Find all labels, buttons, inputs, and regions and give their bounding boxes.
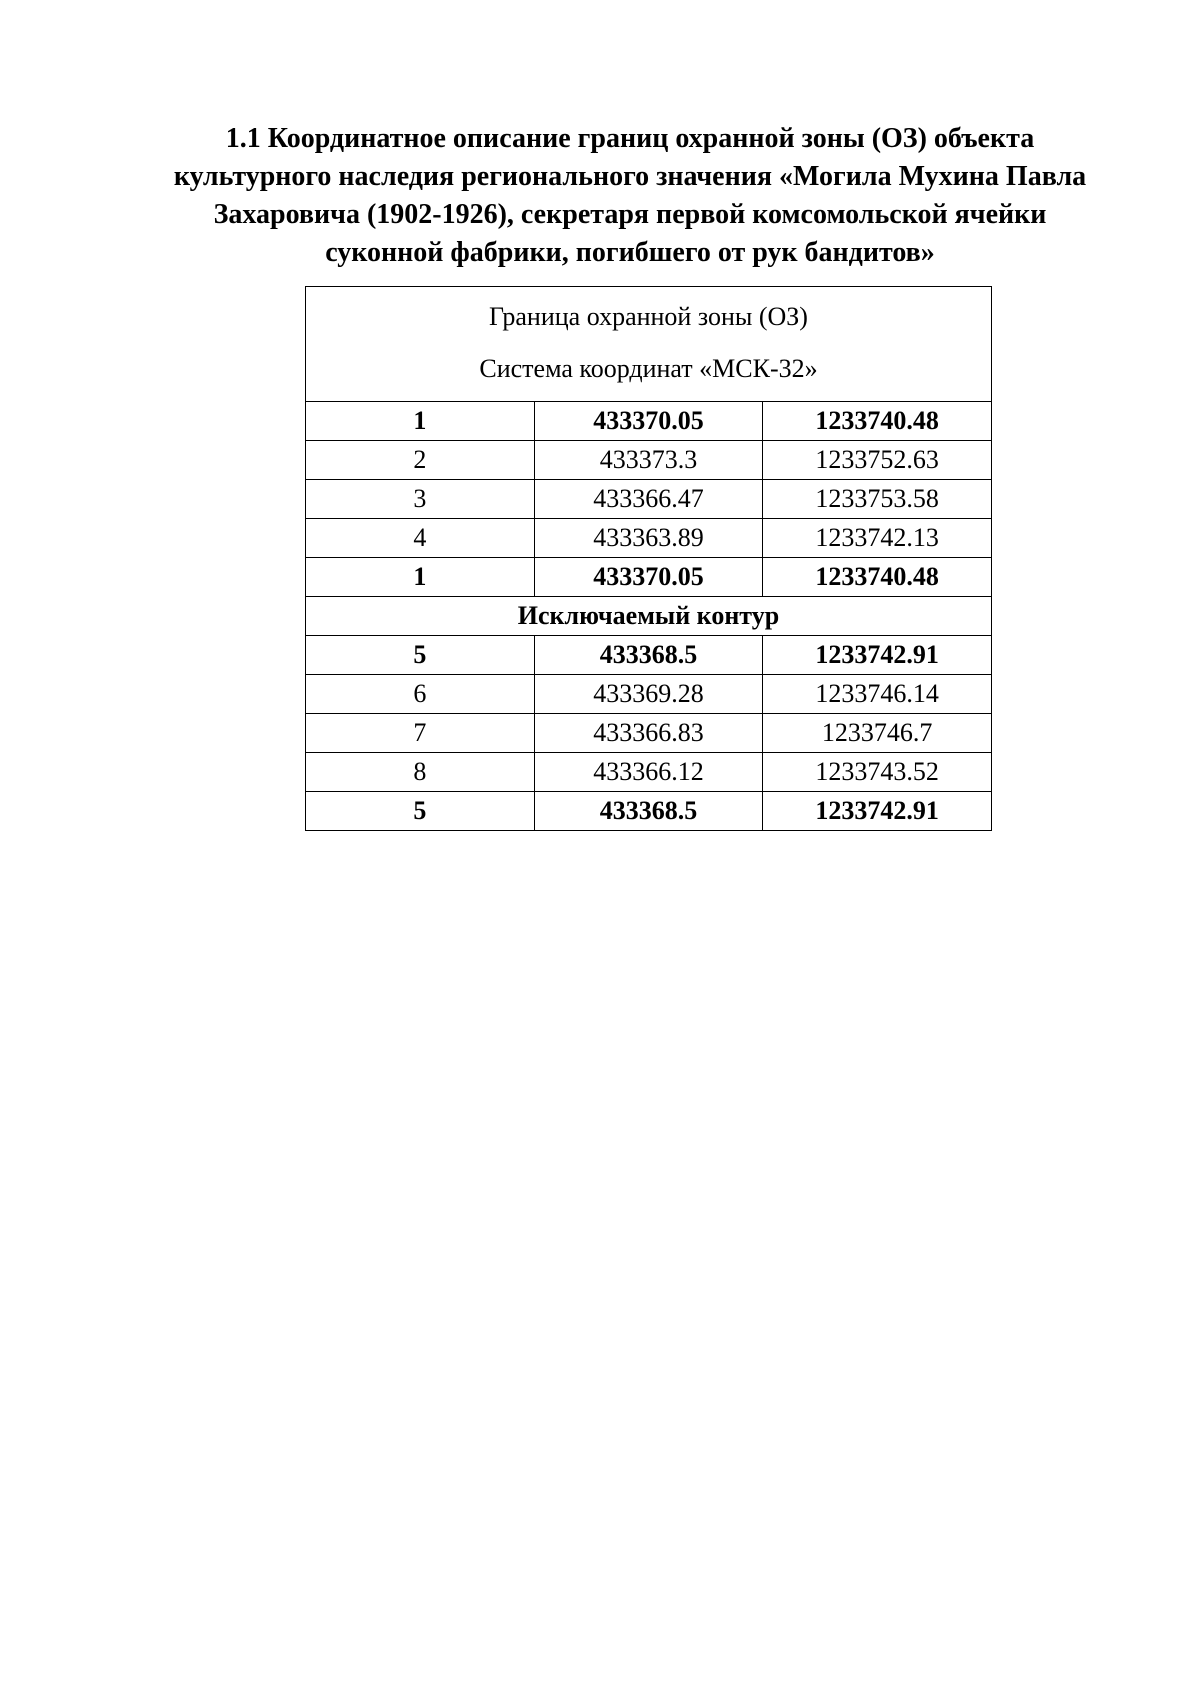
point-number-cell: 3 [306,480,535,519]
table-row [306,636,992,675]
heading-line: суконной фабрики, погибшего от рук бандитов» [325,237,935,268]
y-coordinate-cell: 1233742.91 [763,792,992,831]
table-row [306,402,992,441]
table-row [306,753,992,792]
x-coordinate-cell: 433373.3 [534,441,763,480]
y-coordinate-cell: 1233752.63 [763,441,992,480]
x-coordinate-cell: 433369.28 [534,675,763,714]
coordinates-table [305,286,992,831]
x-coordinate-cell: 433366.83 [534,714,763,753]
y-coordinate-cell: 1233740.48 [763,558,992,597]
y-coordinate-cell: 1233746.14 [763,675,992,714]
heading-line: 1.1 Координатное описание границ охранной зоны (ОЗ) объекта [225,123,1035,154]
x-coordinate-cell: 433363.89 [534,519,763,558]
y-coordinate-cell: 1233742.91 [763,636,992,675]
heading-line: Захаровича (1902-1926), секретаря первой комсомольской ячейки [213,199,1047,230]
table-caption [306,287,992,402]
table-row [306,675,992,714]
table-row [306,714,992,753]
table-row [306,519,992,558]
document-heading [150,120,1110,272]
point-number-cell: 4 [306,519,535,558]
y-coordinate-cell: 1233742.13 [763,519,992,558]
x-coordinate-cell: 433366.12 [534,753,763,792]
point-number-cell: 7 [306,714,535,753]
table-row [306,441,992,480]
x-coordinate-cell: 433370.05 [534,402,763,441]
y-coordinate-cell: 1233746.7 [763,714,992,753]
excluded-contour-label: Исключаемый контур [306,597,992,636]
x-coordinate-cell: 433370.05 [534,558,763,597]
point-number-cell: 1 [306,402,535,441]
y-coordinate-cell: 1233753.58 [763,480,992,519]
x-coordinate-cell: 433368.5 [534,792,763,831]
point-number-cell: 8 [306,753,535,792]
y-coordinate-cell: 1233743.52 [763,753,992,792]
x-coordinate-cell: 433366.47 [534,480,763,519]
table-caption-row [306,287,992,402]
heading-line: культурного наследия регионального значения «Могила Мухина Павла [173,161,1087,192]
point-number-cell: 1 [306,558,535,597]
y-coordinate-cell: 1233740.48 [763,402,992,441]
point-number-cell: 2 [306,441,535,480]
point-number-cell: 5 [306,636,535,675]
section-row [306,597,992,636]
point-number-cell: 5 [306,792,535,831]
table-row [306,480,992,519]
table-row [306,558,992,597]
x-coordinate-cell: 433368.5 [534,636,763,675]
caption-boundary: Граница охранной зоны (ОЗ) [489,302,808,331]
table-row [306,792,992,831]
point-number-cell: 6 [306,675,535,714]
caption-coordinate-system: Система координат «МСК-32» [479,354,818,383]
